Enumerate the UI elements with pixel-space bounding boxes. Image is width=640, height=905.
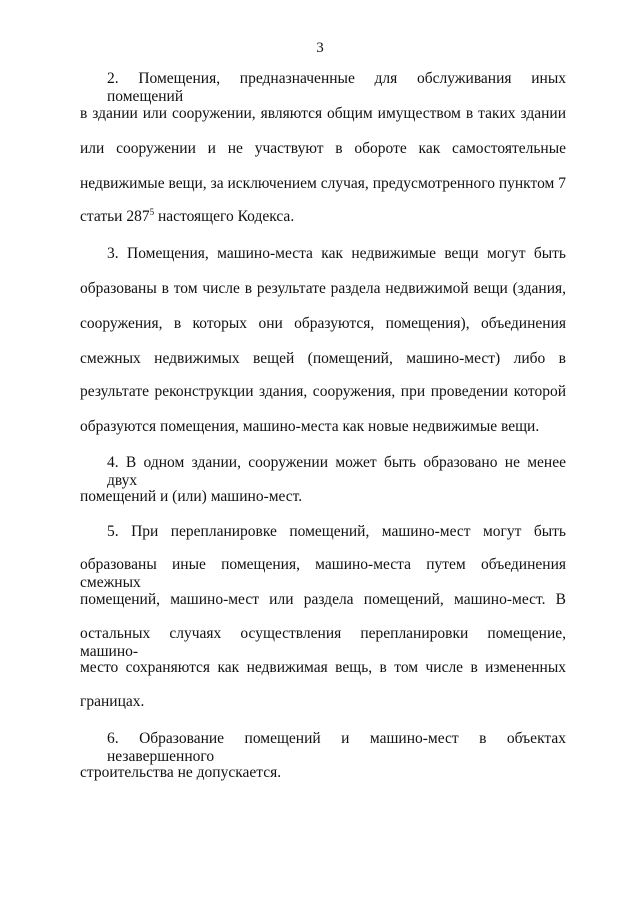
- paragraph-3-line-5: результате реконструкции здания, сооружения, при проведении которой: [80, 383, 566, 400]
- paragraph-5-line-3: помещений, машино-мест или раздела помещений, машино-мест. В: [80, 591, 566, 608]
- paragraph-2-line-4: недвижимые вещи, за исключением случая, предусмотренного пунктом 7: [80, 175, 566, 192]
- paragraph-2-line-5: [80, 208, 566, 226]
- article-ref-superscript: 5: [149, 206, 155, 217]
- paragraph-6-line-2: строительства не допускается.: [80, 764, 282, 781]
- paragraph-5-line-1: 5. При перепланировке помещений, машино-мест могут быть: [107, 523, 566, 540]
- paragraph-5-line-4: остальных случаях осуществления перепланировки помещение, машино-: [80, 625, 566, 660]
- paragraph-2-line-3: или сооружении и не участвуют в обороте как самостоятельные: [80, 140, 566, 157]
- paragraph-2-line-1: 2. Помещения, предназначенные для обслуживания иных помещений: [107, 70, 566, 105]
- paragraph-5-line-5: место сохраняются как недвижимая вещь, в том числе в измененных: [80, 659, 566, 676]
- paragraph-3-line-4: смежных недвижимых вещей (помещений, машино-мест) либо в: [80, 350, 566, 367]
- paragraph-3-line-1: 3. Помещения, машино-места как недвижимые вещи могут быть: [107, 245, 566, 262]
- paragraph-5-line-6: границах.: [80, 693, 145, 710]
- article-ref-suffix: настоящего Кодекса.: [154, 208, 295, 225]
- paragraph-2-line-2: в здании или сооружении, являются общим имуществом в таких здании: [80, 105, 566, 122]
- paragraph-3-line-6: образуются помещения, машино-места как новые недвижимые вещи.: [80, 418, 540, 435]
- paragraph-4-line-1: 4. В одном здании, сооружении может быть образовано не менее двух: [107, 454, 566, 489]
- page-number: 3: [316, 40, 324, 56]
- paragraph-5-line-2: образованы иные помещения, машино-места путем объединения смежных: [80, 556, 566, 591]
- paragraph-3-line-3: сооружения, в которых они образуются, помещения), объединения: [80, 315, 566, 332]
- paragraph-6-line-1: 6. Образование помещений и машино-мест в объектах незавершенного: [107, 730, 566, 765]
- article-ref-text: статьи 287: [80, 208, 150, 225]
- paragraph-4-line-2: помещений и (или) машино-мест.: [80, 488, 303, 505]
- paragraph-3-line-2: образованы в том числе в результате раздела недвижимой вещи (здания,: [80, 280, 566, 297]
